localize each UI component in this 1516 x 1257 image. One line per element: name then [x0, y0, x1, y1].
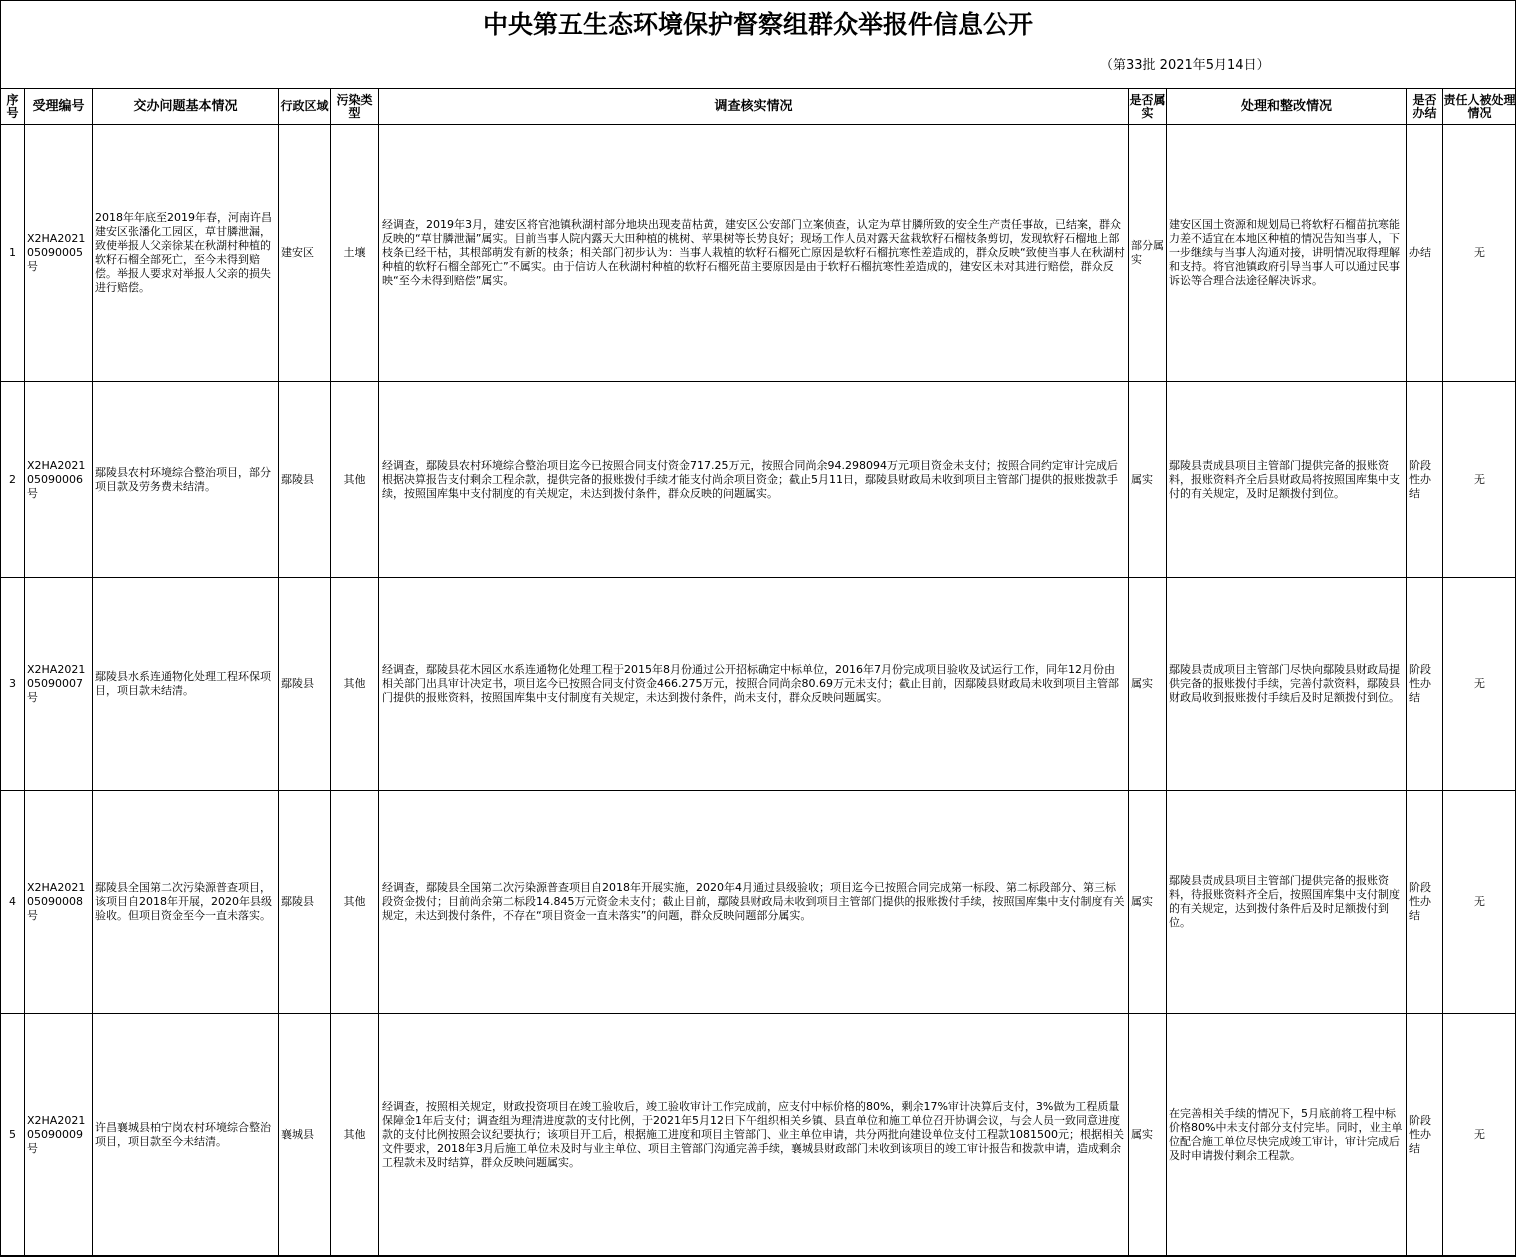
- row-issue: 鄢陵县全国第二次污染源普查项目，该项目自2018年开展，2020年县级验收。但项目资金至今一直未落实。: [93, 791, 279, 1014]
- report-table: [0, 88, 1516, 1256]
- table-row: [1, 1014, 1516, 1256]
- row-handling: 在完善相关手续的情况下，5月底前将工程中标价格80%中未支付部分支付完毕。同时，业主单位配合施工单位尽快完成竣工审计，审计完成后及时申请拨付剩余工程款。: [1167, 1014, 1407, 1256]
- row-issue: 鄢陵县农村环境综合整治项目，部分项目款及劳务费未结清。: [93, 382, 279, 578]
- batch-date: （第33批 2021年5月14日）: [1100, 58, 1270, 73]
- row-handling: 鄢陵县责成县项目主管部门提供完备的报账资料，待报账资料齐全后，按照国库集中支付制度的有关规定，达到拨付条件后及时足额拨付到位。: [1167, 791, 1407, 1014]
- row-closed: 阶段性办结: [1407, 791, 1443, 1014]
- row-investigation: 经调查，2019年3月，建安区将官池镇秋湖村部分地块出现麦苗枯黄，建安区公安部门立案侦查，认定为草甘膦所致的安全生产责任事故，已结案，群众反映的“草甘膦泄漏”属实。目前当事人院内露天大田种植的桃树、苹果树等长势良好；现场工作人员对露天盆栽软籽石榴枝条剪切，发现软籽石榴地上部枝条已经干枯，其根部萌发有新的枝条；相关部门初步认为：当事人栽植的软籽石榴死亡原因是软籽石榴抗寒性差造成的，群众反映“致使当事人在秋湖村种植的软籽石榴全部死亡”不属实。由于信访人在秋湖村种植的软籽石榴死苗主要原因是由于软籽石榴抗寒性差造成的，建安区未对其进行赔偿，群众反映“至今未得到赔偿”属实。: [379, 125, 1129, 382]
- table-row: [1, 382, 1516, 578]
- row-closed: 阶段性办结: [1407, 1014, 1443, 1256]
- row-seq: 3: [1, 578, 25, 791]
- header-seq: 序号: [1, 89, 25, 125]
- header-id: 受理编号: [25, 89, 93, 125]
- header-pollution: 污染类型: [331, 89, 379, 125]
- row-pollution: 土壤: [331, 125, 379, 382]
- row-investigation: 经调查，按照相关规定，财政投资项目在竣工验收后，竣工验收审计工作完成前，应支付中标价格的80%，剩余17%审计决算后支付，3%做为工程质量保障金1年后支付；调查组为理清进度款的支付比例，于2021年5月12日下午组织相关乡镇、县直单位和施工单位召开协调会议，与会人员一致同意进度款的支付比例按照会议纪要执行；该项目开工后，根据施工进度和项目主管部门、业主单位申请，共分两批向建设单位支付工程款1081500元；根据相关文件要求，2018年3月后施工单位未及时与业主单位、项目主管部门沟通完善手续，襄城县财政部门未收到该项目的竣工审计报告和拨款申请，造成剩余工程款未及时结算，群众反映问题属实。: [379, 1014, 1129, 1256]
- row-closed: 阶段性办结: [1407, 578, 1443, 791]
- row-accountability: 无: [1443, 382, 1516, 578]
- table-row: [1, 791, 1516, 1014]
- row-verified: 属实: [1129, 578, 1167, 791]
- row-id: X2HA202105090007号: [25, 578, 93, 791]
- header-row: [1, 89, 1516, 125]
- row-closed: 办结: [1407, 125, 1443, 382]
- row-region: 建安区: [279, 125, 331, 382]
- header-investigation: 调查核实情况: [379, 89, 1129, 125]
- row-pollution: 其他: [331, 382, 379, 578]
- row-seq: 1: [1, 125, 25, 382]
- row-id: X2HA202105090006号: [25, 382, 93, 578]
- page-title: 中央第五生态环境保护督察组群众举报件信息公开: [482, 10, 1033, 39]
- row-seq: 2: [1, 382, 25, 578]
- row-id: X2HA202105090009号: [25, 1014, 93, 1256]
- row-accountability: 无: [1443, 1014, 1516, 1256]
- row-handling: 鄢陵县责成县项目主管部门提供完备的报账资料，报账资料齐全后县财政局将按照国库集中支付的有关规定，及时足额拨付到位。: [1167, 382, 1407, 578]
- header-verified: 是否属实: [1129, 89, 1167, 125]
- row-investigation: 经调查，鄢陵县全国第二次污染源普查项目自2018年开展实施，2020年4月通过县级验收；项目迄今已按照合同完成第一标段、第二标段部分、第三标段资金拨付；目前尚余第二标段14.845万元资金未支付；截止目前，鄢陵县财政局未收到项目主管部门提供的报账拨付手续，按照国库集中支付制度有关规定，未达到拨付条件，不存在“项目资金一直未落实”的问题，群众反映问题部分属实。: [379, 791, 1129, 1014]
- row-region: 鄢陵县: [279, 791, 331, 1014]
- row-investigation: 经调查，鄢陵县农村环境综合整治项目迄今已按照合同支付资金717.25万元，按照合同尚余94.298094万元项目资金未支付；按照合同约定审计完成后根据决算报告支付剩余工程余款，提供完备的报账拨付手续才能支付尚余项目资金；截止5月11日，鄢陵县财政局未收到项目主管部门提供的报账拨款手续，按照国库集中支付制度的有关规定，未达到拨付条件，群众反映的问题属实。: [379, 382, 1129, 578]
- row-handling: 建安区国土资源和规划局已将软籽石榴苗抗寒能力差不适宜在本地区种植的情况告知当事人，下一步继续与当事人沟通对接，讲明情况取得理解和支持。将官池镇政府引导当事人可以通过民事诉讼等合理合法途径解决诉求。: [1167, 125, 1407, 382]
- row-seq: 5: [1, 1014, 25, 1256]
- row-accountability: 无: [1443, 125, 1516, 382]
- header-issue: 交办问题基本情况: [93, 89, 279, 125]
- row-id: X2HA202105090008号: [25, 791, 93, 1014]
- row-accountability: 无: [1443, 578, 1516, 791]
- row-pollution: 其他: [331, 1014, 379, 1256]
- header-accountability: 责任人被处理情况: [1443, 89, 1516, 125]
- row-seq: 4: [1, 791, 25, 1014]
- row-region: 鄢陵县: [279, 382, 331, 578]
- table-row: [1, 578, 1516, 791]
- row-issue: 鄢陵县水系连通物化处理工程环保项目，项目款未结清。: [93, 578, 279, 791]
- row-closed: 阶段性办结: [1407, 382, 1443, 578]
- row-id: X2HA202105090005号: [25, 125, 93, 382]
- row-handling: 鄢陵县责成项目主管部门尽快向鄢陵县财政局提供完备的报账拨付手续，完善付款资料，鄢陵县财政局收到报账拨付手续后及时足额拨付到位。: [1167, 578, 1407, 791]
- row-region: 襄城县: [279, 1014, 331, 1256]
- row-pollution: 其他: [331, 578, 379, 791]
- row-verified: 部分属实: [1129, 125, 1167, 382]
- row-issue: 2018年年底至2019年春，河南许昌建安区张潘化工园区，草甘膦泄漏，致使举报人父亲徐某在秋湖村种植的软籽石榴全部死亡，至今未得到赔偿。举报人要求对举报人父亲的损失进行赔偿。: [93, 125, 279, 382]
- header-region: 行政区域: [279, 89, 331, 125]
- row-verified: 属实: [1129, 382, 1167, 578]
- row-accountability: 无: [1443, 791, 1516, 1014]
- row-investigation: 经调查，鄢陵县花木园区水系连通物化处理工程于2015年8月份通过公开招标确定中标单位，2016年7月份完成项目验收及试运行工作，同年12月份由相关部门出具审计决定书，项目迄今已按照合同支付资金466.275万元，按照合同尚余80.69万元未支付；截止目前，因鄢陵县财政局未收到项目主管部门提供的报账资料，按照国库集中支付制度有关规定，未达到拨付条件，尚未支付，群众反映问题属实。: [379, 578, 1129, 791]
- header-handling: 处理和整改情况: [1167, 89, 1407, 125]
- row-pollution: 其他: [331, 791, 379, 1014]
- header-closed: 是否办结: [1407, 89, 1443, 125]
- row-verified: 属实: [1129, 791, 1167, 1014]
- row-verified: 属实: [1129, 1014, 1167, 1256]
- row-region: 鄢陵县: [279, 578, 331, 791]
- row-issue: 许昌襄城县柏宁岗农村环境综合整治项目，项目款至今未结清。: [93, 1014, 279, 1256]
- table-row: [1, 125, 1516, 382]
